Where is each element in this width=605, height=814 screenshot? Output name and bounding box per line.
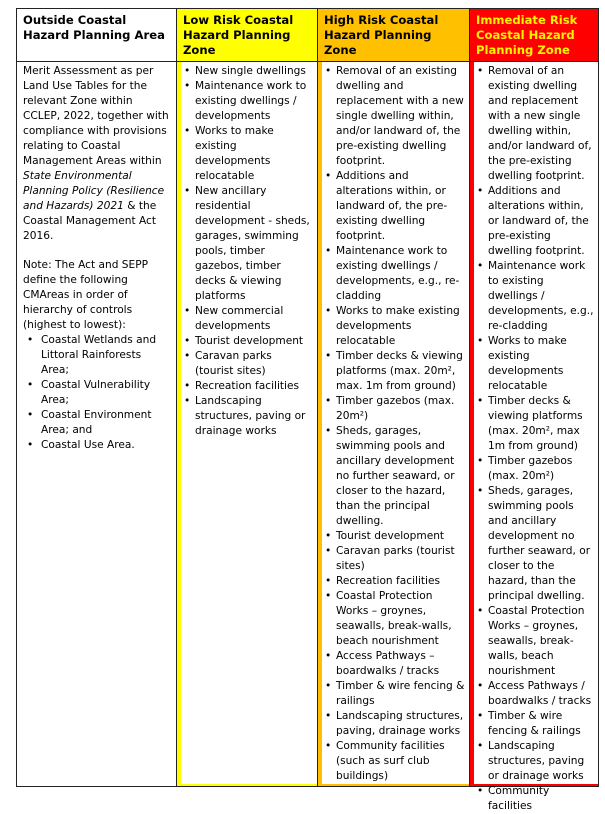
header-low-risk: Low Risk Coastal Hazard Planning Zone [177, 9, 318, 62]
merit-text-a: Merit Assessment as per Land Use Tables for the relevant Zone within CCLEP, 2022, together with compliance with provisions relating to Coastal Management Areas within [23, 65, 169, 167]
list-item: • Tourist development [183, 334, 313, 349]
list-item: • Coastal Wetlands and Littoral Rainforests Area; [23, 333, 172, 378]
list-item: • Removal of an existing dwelling and replacement with a new single dwelling within, and/or landward of, the pre-existing dwelling footprint. [324, 64, 465, 169]
cell-outside [17, 62, 177, 787]
list-item: • Access Pathways – boardwalks / tracks [324, 649, 465, 679]
list-item: • Sheds, garages, swimming pools and ancillary development no further seaward, or closer to the hazard, than the principal dwelling. [324, 424, 465, 529]
list-item: • Sheds, garages, swimming pools and ancillary development no further seaward, or closer to the hazard, than the principal dwelling. [476, 484, 594, 604]
list-item: • Coastal Protection Works – groynes, seawalls, break-walls, beach nourishment [476, 604, 594, 679]
header-immediate-risk: Immediate Risk Coastal Hazard Planning Zone [470, 9, 599, 62]
header-row [17, 9, 599, 62]
note-text: Note: The Act and SEPP define the following CMAreas in order of hierarchy of controls (highest to lowest): [23, 259, 148, 331]
list-item: • Recreation facilities [183, 379, 313, 394]
header-outside: Outside Coastal Hazard Planning Area [17, 9, 177, 62]
list-item: • Maintenance work to existing dwellings / developments, e.g., re-cladding [476, 259, 594, 334]
list-item: • Timber decks & viewing platforms (max. 20m², max. 1m from ground) [324, 349, 465, 394]
cell-low-risk [177, 62, 318, 787]
high-risk-list [324, 64, 465, 784]
list-item: • Works to make existing developments relocatable [183, 124, 313, 184]
list-item: • Additions and alterations within, or landward of, the pre-existing dwelling footprint. [324, 169, 465, 244]
list-item: • Landscaping structures, paving or drainage works [183, 394, 313, 439]
list-item: • Works to make existing developments relocatable [324, 304, 465, 349]
list-item: • Timber gazebos (max. 20m²) [476, 454, 594, 484]
merit-assessment-text [23, 64, 172, 244]
immediate-risk-list [476, 64, 594, 814]
list-item: • Timber gazebos (max. 20m²) [324, 394, 465, 424]
cm-areas-list [23, 333, 172, 453]
cell-immediate-risk [470, 62, 599, 812]
cell-high-risk [318, 62, 470, 787]
list-item: • Community facilities (such as surf club buildings) [324, 739, 465, 784]
list-item: • Removal of an existing dwelling and replacement with a new single dwelling within, and/or landward of, the pre-existing dwelling footprint. [476, 64, 594, 184]
list-item: • Coastal Protection Works – groynes, seawalls, break-walls, beach nourishment [324, 589, 465, 649]
list-item: • New single dwellings [183, 64, 313, 79]
list-item: • Coastal Environment Area; and [23, 408, 172, 438]
sepp-title: State Environmental Planning Policy (Resilience and Hazards) 2021 [23, 170, 165, 212]
list-item: • Community facilities [476, 784, 594, 814]
list-item: • Tourist development [324, 529, 465, 544]
list-item: • New commercial developments [183, 304, 313, 334]
header-high-risk: High Risk Coastal Hazard Planning Zone [318, 9, 470, 62]
list-item: • Additions and alterations within, or landward of, the pre-existing dwelling footprint. [476, 184, 594, 259]
list-item: • Timber & wire fencing & railings [476, 709, 594, 739]
list-item: • Caravan parks (tourist sites) [324, 544, 465, 574]
content-row [17, 62, 599, 787]
list-item: • Access Pathways / boardwalks / tracks [476, 679, 594, 709]
list-item: • Timber decks & viewing platforms (max. 20m², max 1m from ground) [476, 394, 594, 454]
list-item: • Maintenance work to existing dwellings / developments, e.g., re-cladding [324, 244, 465, 304]
list-item: • Coastal Vulnerability Area; [23, 378, 172, 408]
low-risk-list [183, 64, 313, 439]
hazard-zones-table [16, 8, 599, 812]
list-item: • New ancillary residential development - sheds, garages, swimming pools, timber gazebos, timber decks & viewing platforms [183, 184, 313, 304]
list-item: • Caravan parks (tourist sites) [183, 349, 313, 379]
list-item: • Coastal Use Area. [23, 438, 172, 453]
list-item: • Timber & wire fencing & railings [324, 679, 465, 709]
list-item: • Landscaping structures, paving or drainage works [476, 739, 594, 784]
list-item: • Maintenance work to existing dwellings / developments [183, 79, 313, 124]
list-item: • Landscaping structures, paving, drainage works [324, 709, 465, 739]
merit-text-b: & the Coastal Management Act 2016. [23, 200, 157, 242]
list-item: • Works to make existing developments relocatable [476, 334, 594, 394]
list-item: • Recreation facilities [324, 574, 465, 589]
